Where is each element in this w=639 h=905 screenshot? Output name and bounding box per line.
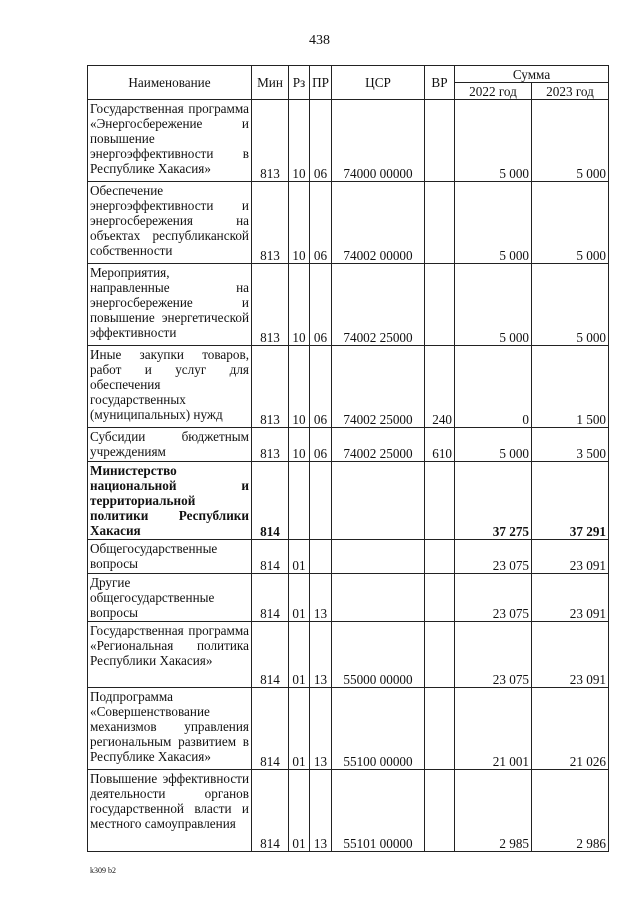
cell-rz: 01 [289,540,310,574]
cell-y2023: 3 500 [532,428,609,462]
cell-y2022: 23 075 [455,540,532,574]
cell-pr: 06 [310,428,332,462]
cell-csr: 74002 25000 [332,428,425,462]
cell-min: 813 [252,428,289,462]
row-name: Субсидии бюджетным учреждениям [88,428,252,462]
cell-csr: 55000 00000 [332,622,425,688]
header-2022: 2022 год [455,83,532,100]
cell-y2022: 37 275 [455,462,532,540]
cell-rz: 10 [289,264,310,346]
cell-pr: 13 [310,574,332,622]
cell-min: 814 [252,574,289,622]
row-name: Государственная программа «Энергосбережение и повышение энергоэффективности в Республике Хакасия» [88,100,252,182]
cell-csr: 55101 00000 [332,770,425,852]
cell-y2022: 5 000 [455,182,532,264]
cell-y2023: 2 986 [532,770,609,852]
cell-vr [425,100,455,182]
cell-min: 814 [252,688,289,770]
row-name: Другие общегосударственные вопросы [88,574,252,622]
cell-y2023: 5 000 [532,264,609,346]
cell-rz: 10 [289,182,310,264]
cell-y2022: 5 000 [455,428,532,462]
row-name: Министерство национальной и территориальной политики Республики Хакасия [88,462,252,540]
table-row [88,428,609,462]
budget-table [87,65,609,852]
header-vr: ВР [425,66,455,100]
table-row [88,264,609,346]
cell-pr: 06 [310,264,332,346]
row-name: Общегосударственные вопросы [88,540,252,574]
table-row [88,622,609,688]
cell-csr [332,462,425,540]
cell-csr: 55100 00000 [332,688,425,770]
cell-y2023: 23 091 [532,574,609,622]
cell-rz: 10 [289,346,310,428]
table-row [88,100,609,182]
cell-rz [289,462,310,540]
cell-y2022: 0 [455,346,532,428]
cell-y2022: 5 000 [455,100,532,182]
header-name: Наименование [88,66,252,100]
row-name: Иные закупки товаров, работ и услуг для обеспечения государственных (муниципальных) нужд [88,346,252,428]
cell-csr: 74002 25000 [332,346,425,428]
cell-csr: 74002 25000 [332,264,425,346]
row-name: Государственная программа «Региональная политика Республики Хакасия» [88,622,252,688]
cell-vr [425,622,455,688]
header-sum: Сумма [455,66,609,83]
cell-y2023: 1 500 [532,346,609,428]
cell-pr: 06 [310,100,332,182]
cell-min: 814 [252,622,289,688]
cell-pr: 06 [310,346,332,428]
cell-y2022: 2 985 [455,770,532,852]
cell-rz: 01 [289,770,310,852]
cell-y2023: 5 000 [532,182,609,264]
cell-pr [310,540,332,574]
cell-csr [332,574,425,622]
cell-vr: 240 [425,346,455,428]
cell-y2023: 37 291 [532,462,609,540]
row-name: Обеспечение энергоэффективности и энергосбережения на объектах республиканской собственности [88,182,252,264]
cell-y2022: 21 001 [455,688,532,770]
cell-min: 813 [252,182,289,264]
cell-y2023: 23 091 [532,540,609,574]
cell-y2022: 5 000 [455,264,532,346]
footer-code: k309 b2 [90,866,116,875]
cell-y2023: 23 091 [532,622,609,688]
header-csr: ЦСР [332,66,425,100]
table-row [88,770,609,852]
cell-vr [425,574,455,622]
header-pr: ПР [310,66,332,100]
cell-y2022: 23 075 [455,622,532,688]
table-row [88,182,609,264]
table-row [88,462,609,540]
cell-min: 813 [252,346,289,428]
row-name: Повышение эффективности деятельности органов государственной власти и местного самоуправления [88,770,252,852]
cell-min: 814 [252,540,289,574]
cell-pr: 06 [310,182,332,264]
cell-vr [425,264,455,346]
cell-vr [425,688,455,770]
cell-pr: 13 [310,688,332,770]
cell-rz: 01 [289,574,310,622]
cell-pr [310,462,332,540]
cell-vr [425,462,455,540]
header-2023: 2023 год [532,83,609,100]
cell-vr [425,770,455,852]
cell-min: 814 [252,462,289,540]
cell-min: 814 [252,770,289,852]
header-rz: Рз [289,66,310,100]
cell-min: 813 [252,100,289,182]
cell-csr: 74000 00000 [332,100,425,182]
cell-y2023: 5 000 [532,100,609,182]
cell-y2022: 23 075 [455,574,532,622]
page-number: 438 [309,33,330,48]
row-name: Подпрограмма «Совершенствование механизмов управления региональным развитием в Республике Хакасия» [88,688,252,770]
cell-min: 813 [252,264,289,346]
cell-vr [425,540,455,574]
row-name: Мероприятия, направленные на энергосбережение и повышение энергетической эффективности [88,264,252,346]
table-row [88,574,609,622]
cell-csr: 74002 00000 [332,182,425,264]
table-row [88,540,609,574]
cell-vr [425,182,455,264]
table-row [88,346,609,428]
cell-rz: 10 [289,428,310,462]
cell-pr: 13 [310,622,332,688]
cell-rz: 10 [289,100,310,182]
cell-pr: 13 [310,770,332,852]
cell-rz: 01 [289,688,310,770]
table-row [88,688,609,770]
cell-y2023: 21 026 [532,688,609,770]
cell-rz: 01 [289,622,310,688]
header-min: Мин [252,66,289,100]
cell-vr: 610 [425,428,455,462]
cell-csr [332,540,425,574]
